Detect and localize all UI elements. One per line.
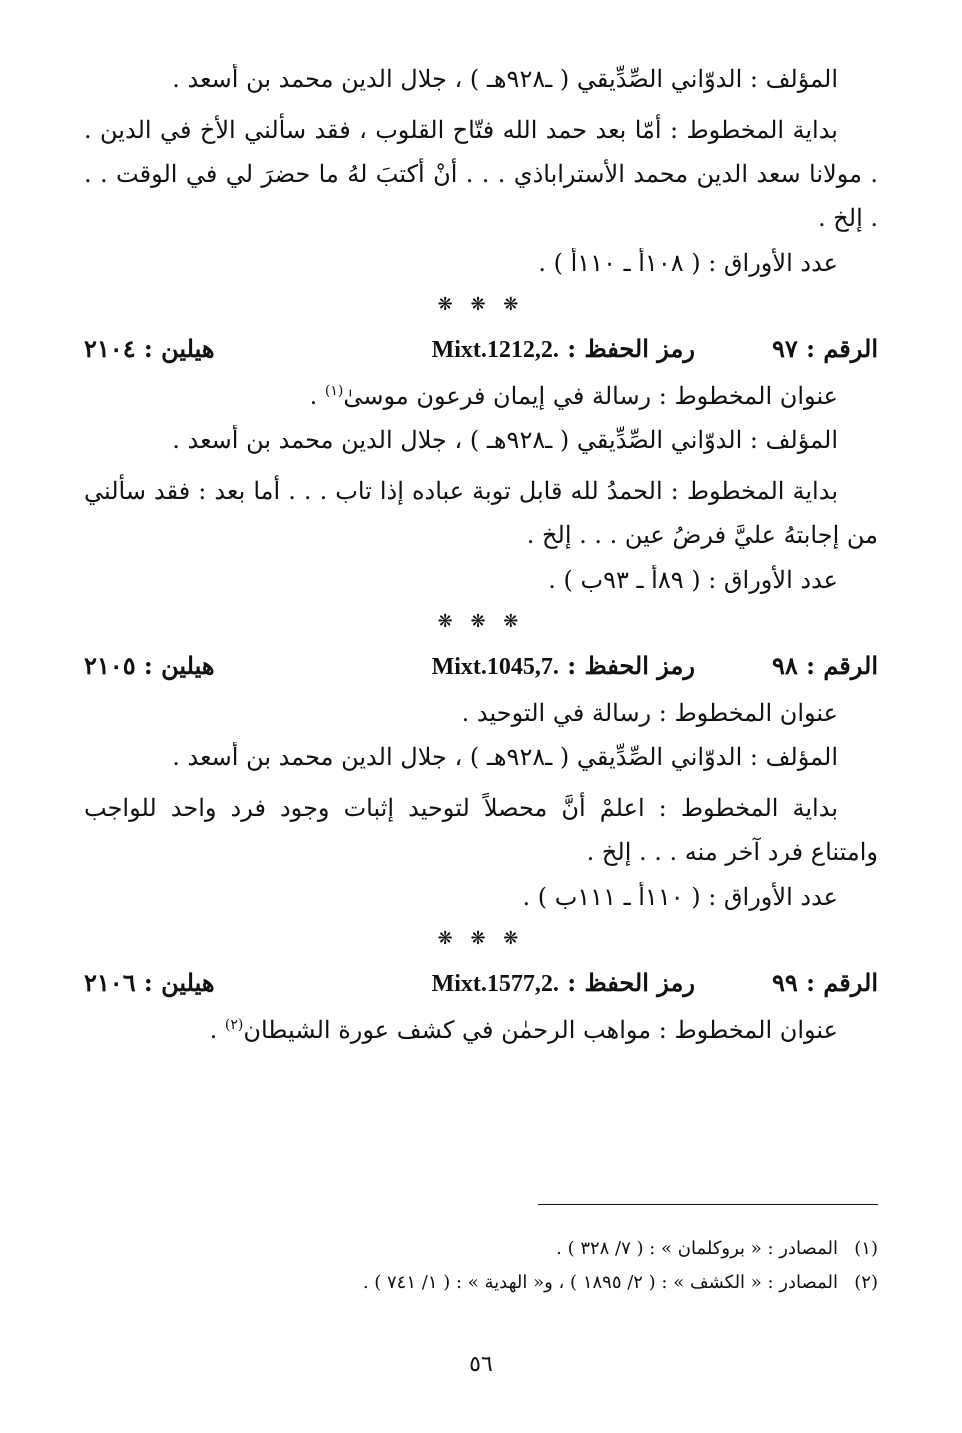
entry-number: الرقم : ٩٩ xyxy=(771,968,878,997)
shelfmark: رمز الحفظ : Mixt.1577,2. xyxy=(431,968,695,997)
entry-number: الرقم : ٩٨ xyxy=(771,651,878,680)
footnote-ref[interactable]: (٢) xyxy=(224,1017,244,1033)
separator-stars: ❋ ❋ ❋ xyxy=(437,928,525,949)
footnote-divider xyxy=(538,1204,878,1205)
beginning-paragraph: بداية المخطوط : أمّا بعد حمد الله فتّاح القلوب ، فقد سألني الأخ في الدين . . مولانا سعد الدين محمد الأستراباذي . . . أنْ أكتبَ لهُ ما حضرَ لي في الوقت . . . إلخ . xyxy=(84,116,878,232)
footnote: (١)المصادر : « بروكلمان » : ( ٧/ ٣٢٨ ) . xyxy=(556,1238,878,1259)
footnote-ref[interactable]: (١) xyxy=(324,383,344,399)
shelfmark: رمز الحفظ : Mixt.1212,2. xyxy=(431,334,695,363)
helin-number: هيلين : ٢١٠٦ xyxy=(84,968,215,997)
folios-line: عدد الأوراق : ( ٨٩أ ـ ٩٣ب ) . xyxy=(548,566,838,594)
helin-number: هيلين : ٢١٠٥ xyxy=(84,651,215,680)
shelfmark: رمز الحفظ : Mixt.1045,7. xyxy=(431,651,695,680)
entry-header xyxy=(84,968,878,999)
footnotes xyxy=(84,1232,878,1300)
helin-number: هيلين : ٢١٠٤ xyxy=(84,334,215,363)
separator-stars: ❋ ❋ ❋ xyxy=(437,611,525,632)
beginning-paragraph: بداية المخطوط : اعلمْ أنَّ محصلاً لتوحيد إثبات وجود فرد واحد للواجب وامتناع فرد آخر منه . . . إلخ . xyxy=(84,794,878,866)
catalog-page xyxy=(84,64,878,1059)
separator-stars: ❋ ❋ ❋ xyxy=(437,294,525,315)
title-line: عنوان المخطوط : مواهب الرحمٰن في كشف عورة الشيطان$^{(٢)}$ . xyxy=(209,1016,838,1044)
author-line: المؤلف : الدوّاني الصِّدِّيقي ( ـ٩٢٨هـ ) ، جلال الدين محمد بن أسعد . xyxy=(172,743,838,771)
footnote: (٢)المصادر : « الكشف » : ( ٢/ ١٨٩٥ ) ، و« الهدية » : ( ١/ ٧٤١ ) . xyxy=(362,1272,878,1293)
title-line: عنوان المخطوط : رسالة في إيمان فرعون موسىٰ$^{(١)}$ . xyxy=(309,382,838,410)
entry-header xyxy=(84,651,878,682)
beginning-paragraph: بداية المخطوط : الحمدُ لله قابل توبة عباده إذا تاب . . . أما بعد : فقد سألني من إجابتهُ عليَّ فرضُ عين . . . إلخ . xyxy=(84,477,878,549)
author-line: المؤلف : الدوّاني الصِّدِّيقي ( ـ٩٢٨هـ ) ، جلال الدين محمد بن أسعد . xyxy=(172,426,838,454)
entry-number: الرقم : ٩٧ xyxy=(771,334,878,363)
folios-line: عدد الأوراق : ( ١١٠أ ـ ١١١ب ) . xyxy=(522,883,838,911)
page-number: ٥٦ xyxy=(469,1352,493,1377)
folios-line: عدد الأوراق : ( ١٠٨أ ـ ١١٠أ ) . xyxy=(538,249,838,277)
entry-header xyxy=(84,334,878,365)
author-line: المؤلف : الدوّاني الصِّدِّيقي ( ـ٩٢٨هـ ) ، جلال الدين محمد بن أسعد . xyxy=(172,65,838,93)
title-line: عنوان المخطوط : رسالة في التوحيد . xyxy=(461,699,838,727)
